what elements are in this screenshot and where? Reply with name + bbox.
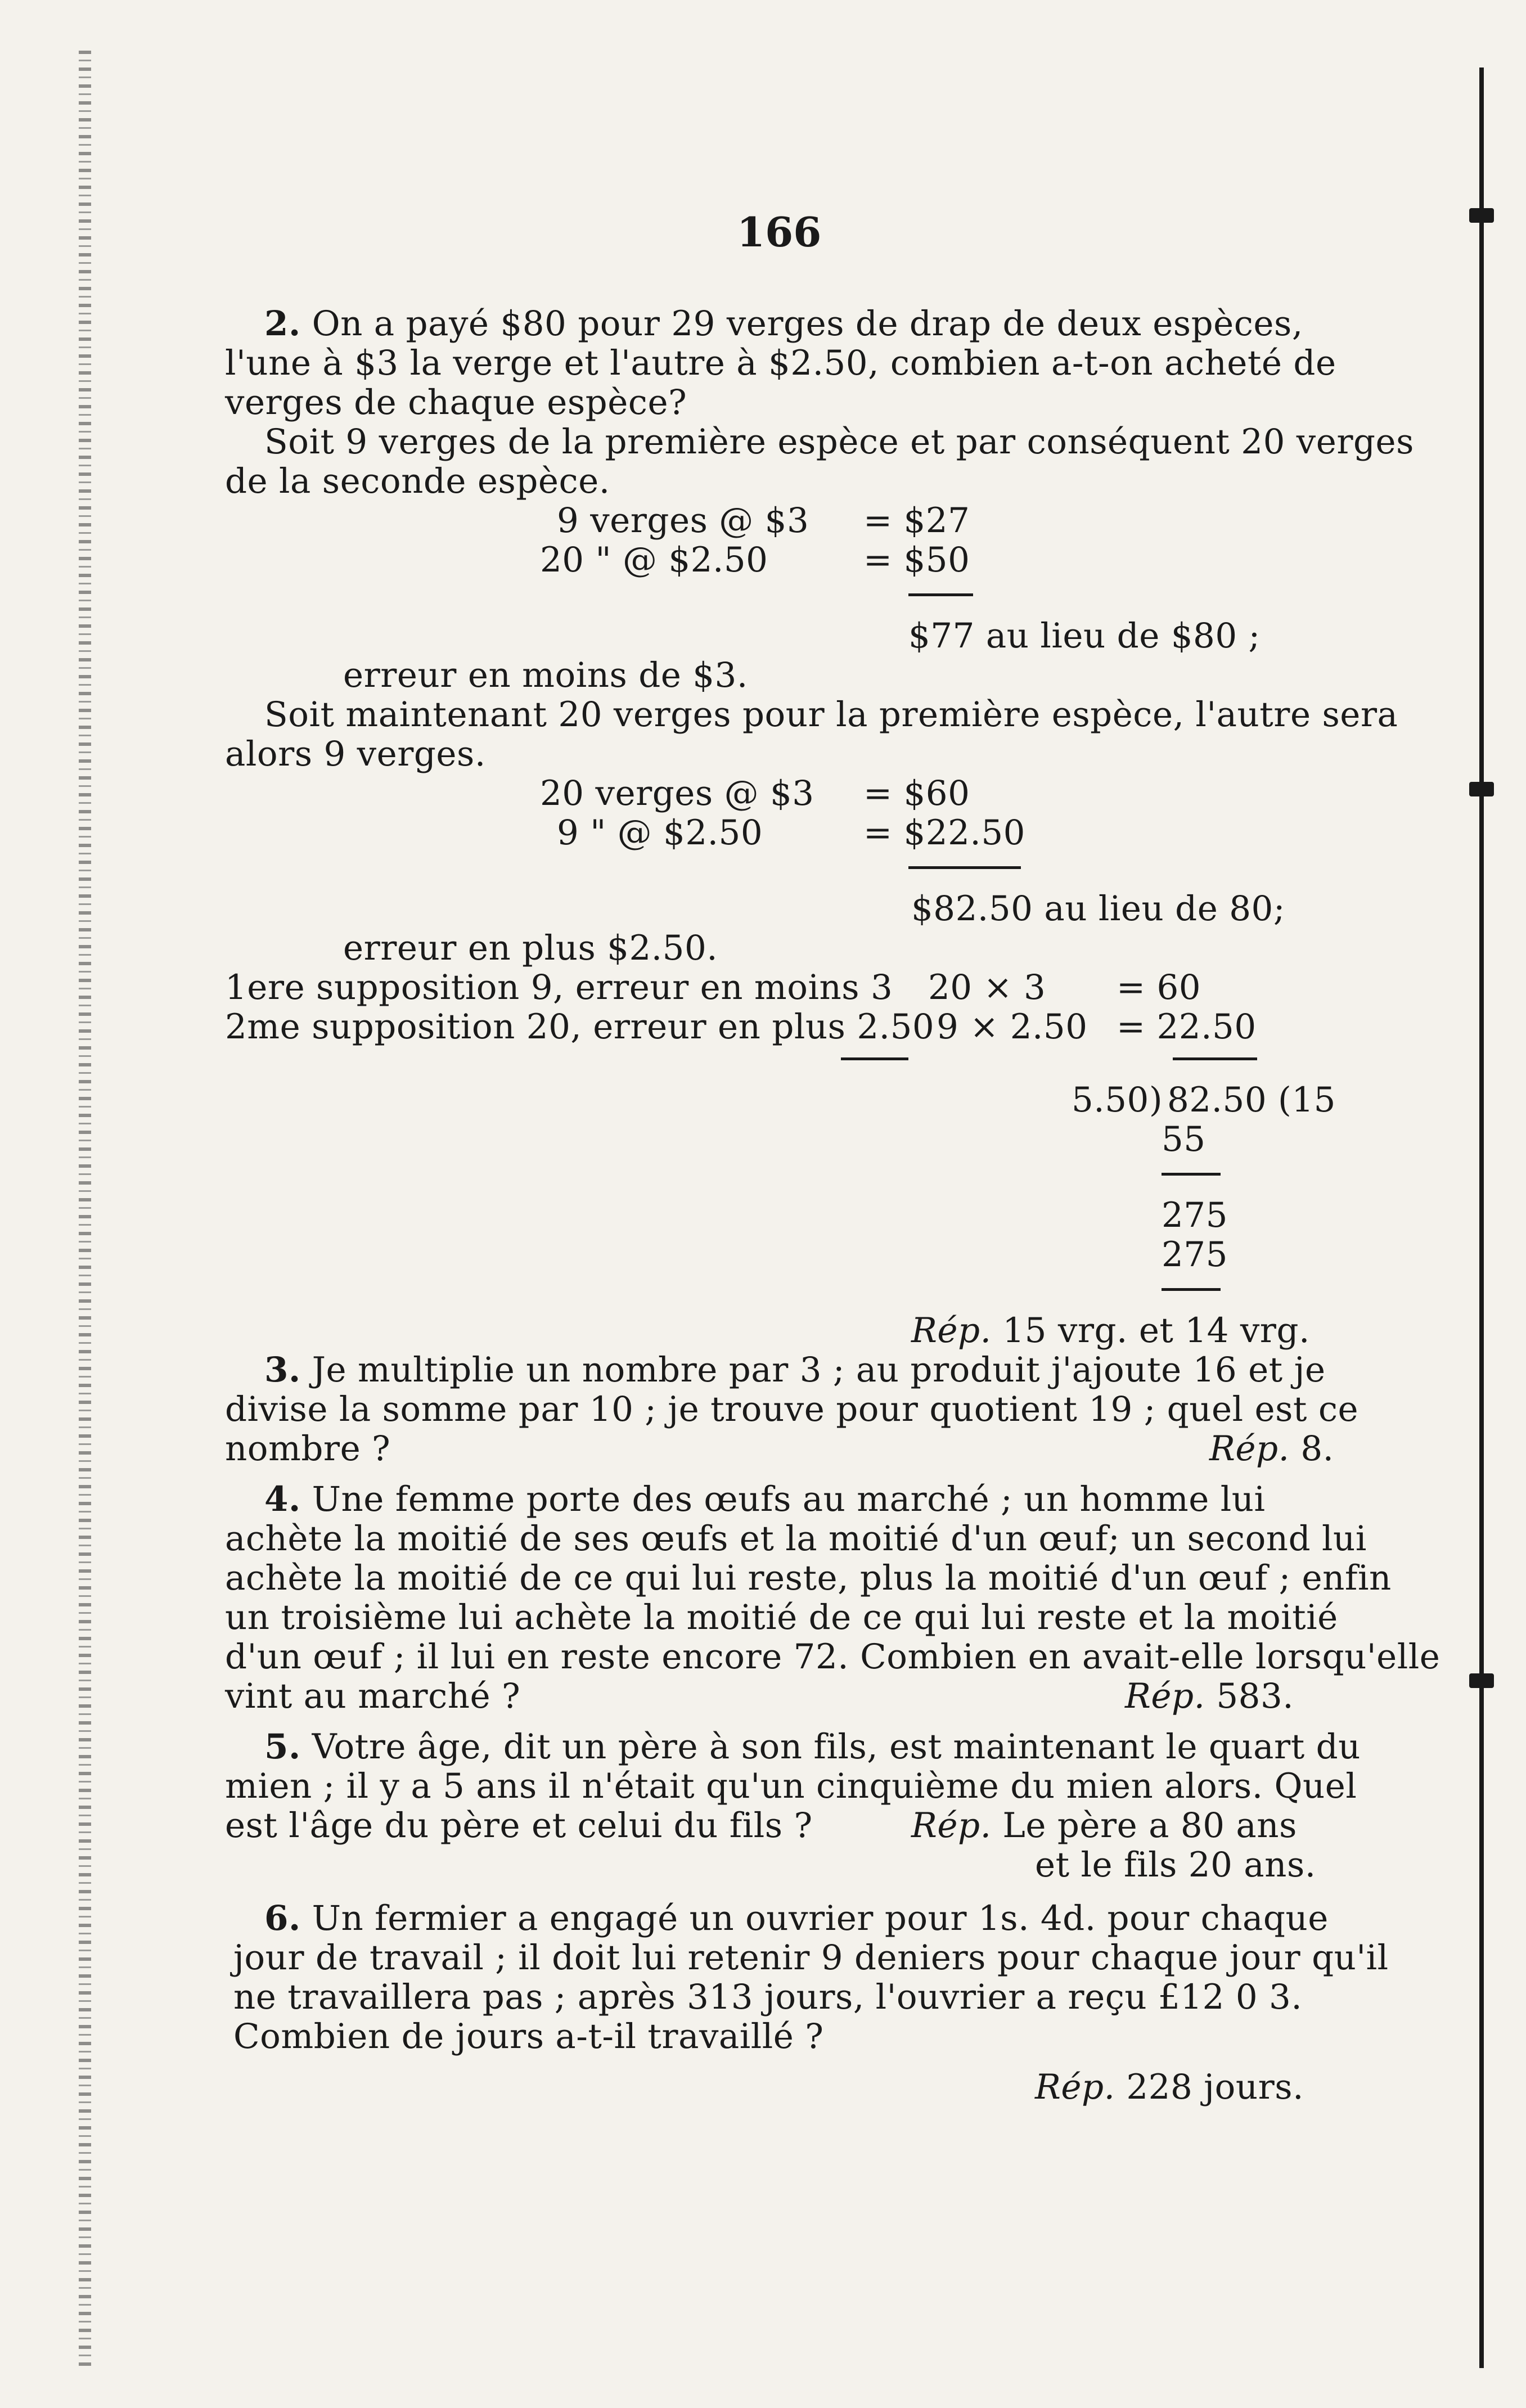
problem-3-line-2: divise la somme par 10 ; je trouve pour quotient 19 ; quel est ce	[225, 1389, 1359, 1429]
left-gutter-binding	[79, 51, 91, 2368]
supposition-1-result: = 60	[1117, 967, 1201, 1007]
answer-value: 228 jours.	[1126, 2067, 1304, 2107]
problem-6-line-1	[264, 1898, 1327, 1939]
problem-5-line-3: est l'âge du père et celui du fils ?	[225, 1806, 813, 1846]
calc-row-3-right: = $60	[863, 773, 970, 813]
sum-rule	[908, 866, 1021, 869]
problem-number: 3.	[264, 1350, 301, 1390]
answer-label: Rép.	[1209, 1429, 1290, 1469]
problem-4-line-6: vint au marché ?	[225, 1676, 521, 1716]
error-line-2: erreur en plus $2.50.	[343, 928, 718, 968]
supposition-2-product: 9 × 2.50	[937, 1007, 1088, 1047]
problem-2-answer	[911, 1311, 1310, 1351]
supposition-2-result: = 22.50	[1117, 1007, 1257, 1047]
problem-2-line-5: de la seconde espèce.	[225, 461, 610, 501]
edge-mark	[1469, 208, 1494, 223]
difference-rule	[841, 1057, 908, 1060]
problem-2-line-3: verges de chaque espèce?	[225, 382, 687, 422]
problem-text: Un fermier a engagé un ouvrier pour 1s. 4d. pour chaque	[312, 1898, 1329, 1938]
problem-6-line-4: Combien de jours a-t-il travaillé ?	[233, 2017, 824, 2056]
answer-value: 15 vrg. et 14 vrg.	[1002, 1311, 1310, 1351]
calc-row-2-left: 20 " @ $2.50	[540, 540, 768, 580]
answer-value: Le père a 80 ans	[1002, 1806, 1297, 1846]
calc-row-1-left: 9 verges @ $3	[557, 501, 809, 541]
sum-rule	[908, 593, 973, 596]
problem-text: Je multiplie un nombre par 3 ; au produit j'ajoute 16 et je	[312, 1350, 1326, 1390]
problem-number: 2.	[264, 304, 301, 344]
problem-number: 4.	[264, 1479, 301, 1519]
problem-6-answer	[1035, 2067, 1304, 2108]
calc-row-3-left: 20 verges @ $3	[540, 773, 814, 813]
problem-2-line-2: l'une à $3 la verge et l'autre à $2.50, combien a-t-on acheté de	[225, 343, 1336, 383]
supposition-1: 1ere supposition 9, erreur en moins 3	[225, 967, 893, 1007]
division-rule	[1162, 1173, 1221, 1176]
division-rule	[1162, 1288, 1221, 1291]
calc-total-1: $77 au lieu de $80 ;	[908, 616, 1261, 656]
problem-number: 6.	[264, 1898, 301, 1938]
problem-5-line-2: mien ; il y a 5 ans il n'était qu'un cinquième du mien alors. Quel	[225, 1766, 1357, 1806]
supposition-1-product: 20 × 3	[928, 967, 1046, 1007]
problem-number: 5.	[264, 1727, 301, 1767]
sum-rule	[1173, 1057, 1257, 1060]
answer-value: 8.	[1300, 1429, 1334, 1469]
problem-2-line-7: alors 9 verges.	[225, 734, 486, 774]
problem-4-line-3: achète la moitié de ce qui lui reste, plus la moitié d'un œuf ; enfin	[225, 1558, 1392, 1598]
answer-value: 583.	[1216, 1676, 1294, 1716]
problem-text: On a payé $80 pour 29 verges de drap de deux espèces,	[312, 304, 1303, 344]
calc-row-1-right: = $27	[863, 501, 970, 541]
problem-3-line-1	[264, 1350, 1327, 1390]
problem-6-line-2: jour de travail ; il doit lui retenir 9 deniers pour chaque jour qu'il	[233, 1938, 1389, 1978]
answer-label: Rép.	[1125, 1676, 1205, 1716]
problem-2-line-1	[264, 304, 1327, 344]
problem-2-line-4: Soit 9 verges de la première espèce et par conséquent 20 verges	[264, 422, 1414, 462]
problem-5-line-1	[264, 1727, 1361, 1767]
supposition-2: 2me supposition 20, erreur en plus 2.50	[225, 1007, 935, 1047]
problem-2-line-6: Soit maintenant 20 verges pour la première espèce, l'autre sera	[264, 695, 1398, 735]
problem-3-line-3: nombre ?	[225, 1429, 391, 1469]
calc-row-4-left: 9 " @ $2.50	[557, 813, 763, 853]
page-number: 166	[737, 208, 822, 256]
answer-label: Rép.	[911, 1806, 992, 1846]
problem-6-line-3: ne travaillera pas ; après 313 jours, l'ouvrier a reçu £12 0 3.	[233, 1977, 1303, 2017]
problem-4-line-4: un troisième lui achète la moitié de ce qui lui reste et la moitié	[225, 1597, 1338, 1637]
problem-text: Une femme porte des œufs au marché ; un homme lui	[312, 1479, 1266, 1519]
answer-label: Rép.	[911, 1311, 992, 1351]
problem-4-line-1	[264, 1479, 1327, 1520]
calc-total-2: $82.50 au lieu de 80;	[911, 889, 1285, 929]
division-dividend: 82.50 (15	[1167, 1080, 1336, 1120]
division-step-1: 55	[1162, 1119, 1206, 1159]
problem-3-answer	[1209, 1429, 1334, 1469]
edge-mark	[1469, 1673, 1494, 1688]
calc-row-2-right: = $50	[863, 540, 970, 580]
problem-5-answer-cont: et le fils 20 ans.	[1035, 1845, 1316, 1885]
edge-mark	[1469, 782, 1494, 796]
division-step-3: 275	[1162, 1235, 1228, 1275]
right-page-edge	[1479, 67, 1484, 2368]
problem-5-answer	[911, 1806, 1297, 1846]
problem-text: Votre âge, dit un père à son fils, est maintenant le quart du	[312, 1727, 1361, 1767]
problem-4-answer	[1125, 1676, 1294, 1717]
problem-4-line-5: d'un œuf ; il lui en reste encore 72. Combien en avait-elle lorsqu'elle	[225, 1637, 1441, 1677]
division-step-2: 275	[1162, 1195, 1228, 1235]
error-line-1: erreur en moins de $3.	[343, 655, 748, 695]
answer-label: Rép.	[1035, 2067, 1115, 2107]
division-divisor: 5.50)	[1072, 1080, 1163, 1120]
problem-4-line-2: achète la moitié de ses œufs et la moitié d'un œuf; un second lui	[225, 1519, 1367, 1559]
calc-row-4-right: = $22.50	[863, 813, 1025, 853]
